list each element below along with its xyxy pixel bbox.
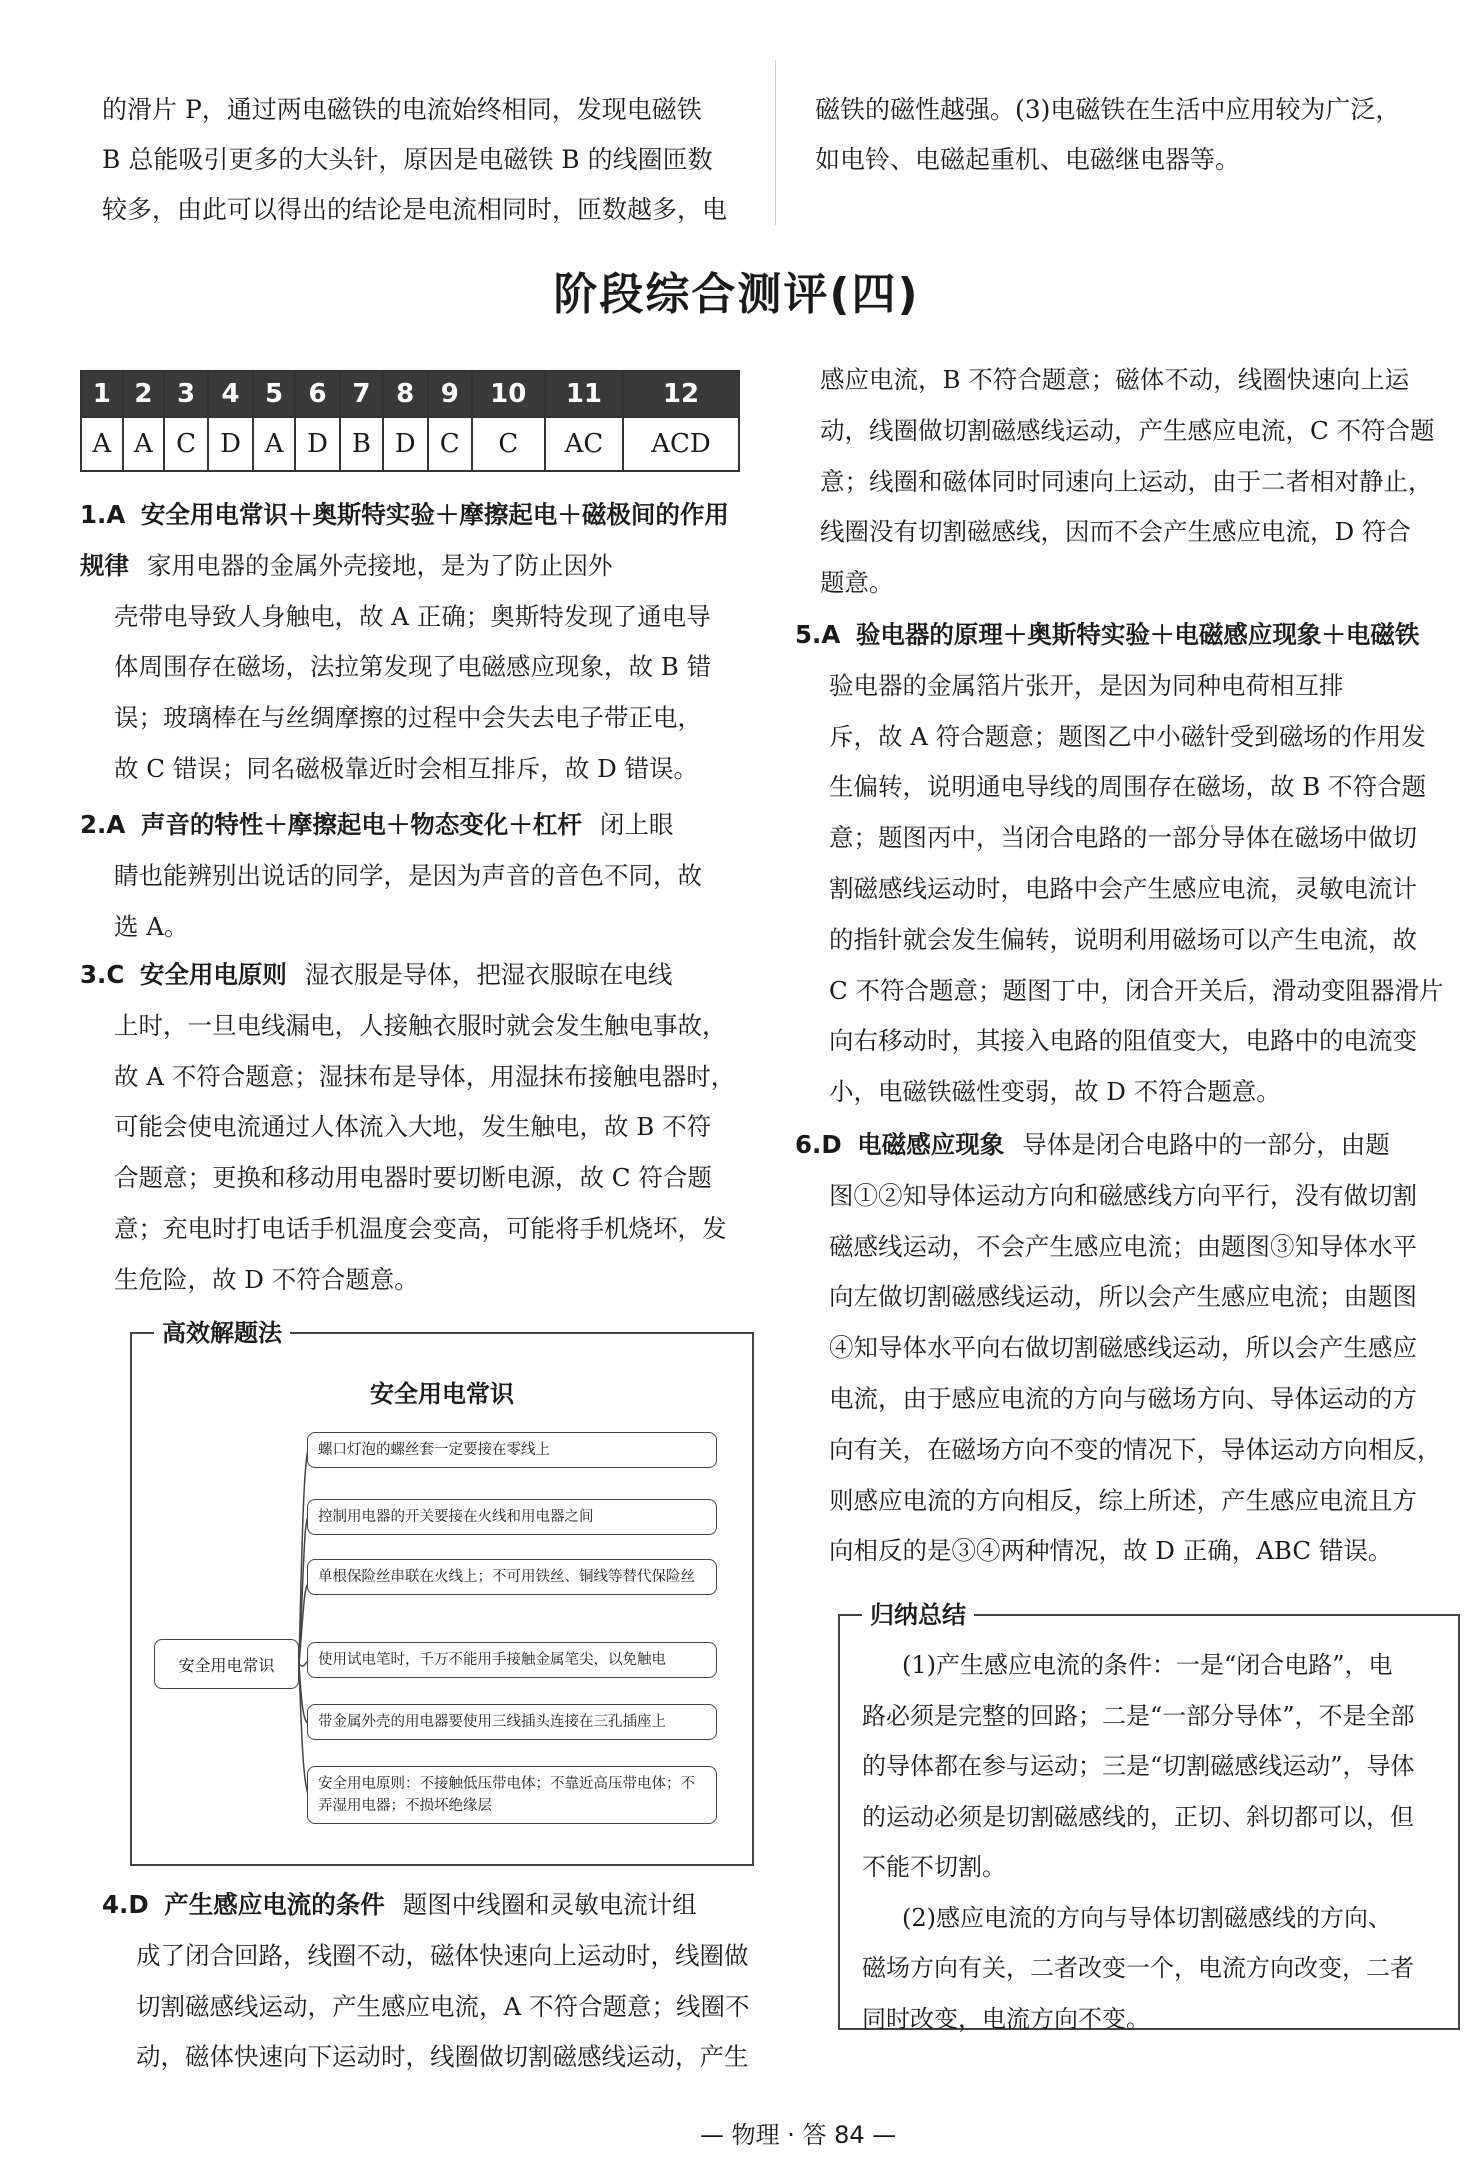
text-line: 家用电器的金属外壳接地，是为了防止因外 bbox=[147, 550, 613, 580]
text-line: 电流，由于感应电流的方向与磁场方向、导体运动的方 bbox=[829, 1383, 1417, 1413]
text-line: 误；玻璃棒在与丝绸摩擦的过程中会失去电子带正电， bbox=[114, 703, 702, 733]
mindmap-root: 安全用电常识 bbox=[154, 1639, 299, 1689]
mindmap-node: 螺口灯泡的螺丝套一定要接在零线上 bbox=[307, 1432, 717, 1468]
answer-cell: A bbox=[81, 417, 123, 471]
question-tag: 电磁感应现象 bbox=[857, 1130, 1005, 1159]
text-line: 斥，故 A 符合题意；题图乙中小磁针受到磁场的作用发 bbox=[829, 721, 1426, 751]
answer-cell: B bbox=[340, 417, 382, 471]
method-box-label: 高效解题法 bbox=[154, 1317, 290, 1349]
text-line: C 不符合题意；题图丁中，闭合开关后，滑动变阻器滑片 bbox=[829, 975, 1444, 1005]
question-5 bbox=[795, 610, 1465, 1118]
text-line: 图①②知导体运动方向和磁感线方向平行，没有做切割 bbox=[829, 1180, 1417, 1210]
answer-table bbox=[80, 370, 740, 472]
question-4 bbox=[102, 1880, 762, 2083]
answer-cell: D bbox=[383, 417, 428, 471]
text-line: 的指针就会发生偏转，说明利用磁场可以产生电流，故 bbox=[829, 924, 1417, 954]
question-number: 1.A bbox=[80, 500, 126, 529]
text-line: ④知导体水平向右做切割磁感线运动，所以会产生感应 bbox=[829, 1333, 1417, 1363]
question-6 bbox=[795, 1120, 1465, 1577]
answer-cell: A bbox=[123, 417, 165, 471]
text-line: 较多，由此可以得出的结论是电流相同时，匝数越多，电 bbox=[102, 195, 728, 224]
text-line: (2)感应电流的方向与导体切割磁感线的方向、 bbox=[902, 1903, 1392, 1932]
text-line: 生偏转，说明通电导线的周围存在磁场，故 B 不符合题 bbox=[829, 772, 1427, 802]
question-number: 3.C bbox=[80, 960, 125, 989]
answer-cell: C bbox=[428, 417, 472, 471]
text-line: 则感应电流的方向相反，综上所述，产生感应电流且方 bbox=[829, 1485, 1417, 1515]
answer-cell: A bbox=[253, 417, 295, 471]
answer-number-cell: 5 bbox=[253, 371, 295, 417]
text-line: 向有关，在磁场方向不变的情况下，导体运动方向相反， bbox=[829, 1434, 1442, 1464]
text-line: 磁铁的磁性越强。(3)电磁铁在生活中应用较为广泛， bbox=[815, 95, 1401, 124]
question-tag: 安全用电原则 bbox=[139, 960, 287, 989]
question-1 bbox=[80, 490, 750, 795]
text-line: 上时，一旦电线漏电，人接触衣服时就会发生触电事故， bbox=[114, 1010, 727, 1040]
answer-cell: C bbox=[164, 417, 208, 471]
answer-number-cell: 7 bbox=[340, 371, 382, 417]
text-line: 如电铃、电磁起重机、电磁继电器等。 bbox=[815, 145, 1241, 174]
text-line: 可能会使电流通过人体流入大地，发生触电，故 B 不符 bbox=[114, 1112, 712, 1142]
text-line: 意；线圈和磁体同时同速向上运动，由于二者相对静止， bbox=[820, 466, 1433, 496]
text-line: 故 C 错误；同名磁极靠近时会相互排斥，故 D 错误。 bbox=[114, 753, 699, 783]
summary-box bbox=[838, 1601, 1460, 2033]
answer-number-cell: 4 bbox=[208, 371, 253, 417]
text-line: 睛也能辨别出说话的同学，是因为声音的音色不同，故 bbox=[114, 860, 702, 890]
answer-cell: D bbox=[208, 417, 253, 471]
text-line: 合题意；更换和移动用电器时要切断电源，故 C 符合题 bbox=[114, 1163, 712, 1193]
text-line: 线圈没有切割磁感线，因而不会产生感应电流，D 符合 bbox=[820, 517, 1411, 547]
section-title: 阶段综合测评(四) bbox=[553, 269, 920, 320]
text-line: B 总能吸引更多的大头针，原因是电磁铁 B 的线圈匝数 bbox=[102, 145, 713, 174]
text-line: 的运动必须是切割磁感线的，正切、斜切都可以，但 bbox=[862, 1802, 1414, 1831]
text-line: 题图中线圈和灵敏电流计组 bbox=[402, 1890, 697, 1919]
question-tag: 产生感应电流的条件 bbox=[164, 1890, 385, 1919]
mindmap-node: 带金属外壳的用电器要使用三线插头连接在三孔插座上 bbox=[307, 1704, 717, 1740]
text-line: 切割磁感线运动，产生感应电流，A 不符合题意；线圈不 bbox=[136, 1991, 750, 2021]
question-number: 5.A bbox=[795, 620, 841, 649]
text-line: (1)产生感应电流的条件：一是“闭合电路”，电 bbox=[902, 1651, 1393, 1679]
text-line: 验电器的金属箔片张开，是因为同种电荷相互排 bbox=[829, 670, 1344, 700]
text-line: 磁场方向有关，二者改变一个，电流方向改变，二者 bbox=[862, 1954, 1414, 1982]
answer-number-cell: 6 bbox=[295, 371, 340, 417]
text-line: 感应电流，B 不符合题意；磁体不动，线圈快速向上运 bbox=[820, 365, 1410, 394]
question-number: 6.D bbox=[795, 1130, 842, 1159]
answer-cell: ACD bbox=[623, 417, 739, 471]
text-line: 动，线圈做切割磁感线运动，产生感应电流，C 不符合题 bbox=[820, 415, 1435, 445]
text-line: 题意。 bbox=[820, 568, 894, 598]
text-line: 向相反的是③④两种情况，故 D 正确，ABC 错误。 bbox=[829, 1536, 1393, 1566]
text-line: 向左做切割磁感线运动，所以会产生感应电流；由题图 bbox=[829, 1282, 1417, 1312]
text-line: 割磁感线运动时，电路中会产生感应电流，灵敏电流计 bbox=[829, 873, 1417, 903]
answer-number-cell: 11 bbox=[545, 371, 623, 417]
mindmap-node: 安全用电原则：不接触低压带电体；不靠近高压带电体；不弄湿用电器；不损坏绝缘层 bbox=[307, 1766, 717, 1824]
answer-cell: C bbox=[472, 417, 545, 471]
question-number: 4.D bbox=[102, 1890, 149, 1919]
mindmap-node: 控制用电器的开关要接在火线和用电器之间 bbox=[307, 1499, 717, 1535]
answer-cell: AC bbox=[545, 417, 623, 471]
answer-number-cell: 8 bbox=[383, 371, 428, 417]
text-line: 不能不切割。 bbox=[862, 1853, 1006, 1881]
text-line: 成了闭合回路，线圈不动，磁体快速向上运动时，线圈做 bbox=[136, 1940, 749, 1970]
question-tag: 声音的特性＋摩擦起电＋物态变化＋杠杆 bbox=[140, 810, 582, 839]
text-line: 体周围存在磁场，法拉第发现了电磁感应现象，故 B 错 bbox=[114, 652, 712, 682]
question-tag: 验电器的原理＋奥斯特实验＋电磁感应现象＋电磁铁 bbox=[855, 620, 1420, 649]
answer-number-cell: 12 bbox=[623, 371, 739, 417]
page-footer: — 物理 · 答 84 — bbox=[700, 2121, 897, 2149]
question-4-continued bbox=[820, 355, 1465, 609]
text-line: 动，磁体快速向下运动时，线圈做切割磁感线运动，产生 bbox=[136, 2042, 749, 2072]
text-line: 意；题图丙中，当闭合电路的一部分导体在磁场中做切 bbox=[829, 823, 1417, 853]
text-line: 故 A 不符合题意；湿抹布是导体，用湿抹布接触电器时， bbox=[114, 1061, 736, 1091]
top-right-text bbox=[815, 85, 1465, 185]
text-line: 小，电磁铁磁性变弱，故 D 不符合题意。 bbox=[829, 1077, 1281, 1107]
text-line: 磁感线运动，不会产生感应电流；由题图③知导体水平 bbox=[829, 1231, 1417, 1261]
text-line: 闭上眼 bbox=[599, 810, 674, 839]
text-line: 向右移动时，其接入电路的阻值变大，电路中的电流变 bbox=[829, 1026, 1417, 1056]
method-box bbox=[130, 1319, 754, 1866]
text-line: 同时改变，电流方向不变。 bbox=[862, 2004, 1150, 2033]
text-line: 选 A。 bbox=[114, 911, 189, 941]
answer-number-cell: 9 bbox=[428, 371, 472, 417]
summary-box-label: 归纳总结 bbox=[862, 1599, 974, 1631]
column-divider bbox=[775, 60, 776, 225]
question-3 bbox=[80, 950, 750, 1306]
answer-number-cell: 3 bbox=[164, 371, 208, 417]
text-line: 的滑片 P，通过两电磁铁的电流始终相同，发现电磁铁 bbox=[102, 95, 702, 124]
question-2 bbox=[80, 800, 750, 952]
top-left-text bbox=[102, 85, 752, 235]
answer-number-cell: 2 bbox=[123, 371, 165, 417]
answer-cell: D bbox=[295, 417, 340, 471]
text-line: 壳带电导致人身触电，故 A 正确；奥斯特发现了通电导 bbox=[114, 601, 711, 631]
text-line: 生危险，故 D 不符合题意。 bbox=[114, 1264, 419, 1294]
text-line: 湿衣服是导体，把湿衣服晾在电线 bbox=[304, 960, 673, 989]
question-tag: 安全用电常识＋奥斯特实验＋摩擦起电＋磁极间的作用规律 bbox=[80, 500, 729, 580]
text-line: 的导体都在参与运动；三是“切割磁感线运动”，导体 bbox=[862, 1752, 1415, 1780]
text-line: 路必须是完整的回路；二是“一部分导体”，不是全部 bbox=[862, 1701, 1415, 1730]
mindmap-node: 使用试电笔时，千万不能用手接触金属笔尖，以免触电 bbox=[307, 1642, 717, 1678]
question-number: 2.A bbox=[80, 810, 126, 839]
text-line: 导体是闭合电路中的一部分，由题 bbox=[1022, 1130, 1390, 1159]
answer-number-cell: 1 bbox=[81, 371, 123, 417]
answer-number-cell: 10 bbox=[472, 371, 545, 417]
mindmap-title: 安全用电常识 bbox=[370, 1380, 514, 1408]
text-line: 意；充电时打电话手机温度会变高，可能将手机烧坏，发 bbox=[114, 1213, 727, 1243]
mindmap-node: 单根保险丝串联在火线上；不可用铁丝、铜线等替代保险丝 bbox=[307, 1559, 717, 1595]
